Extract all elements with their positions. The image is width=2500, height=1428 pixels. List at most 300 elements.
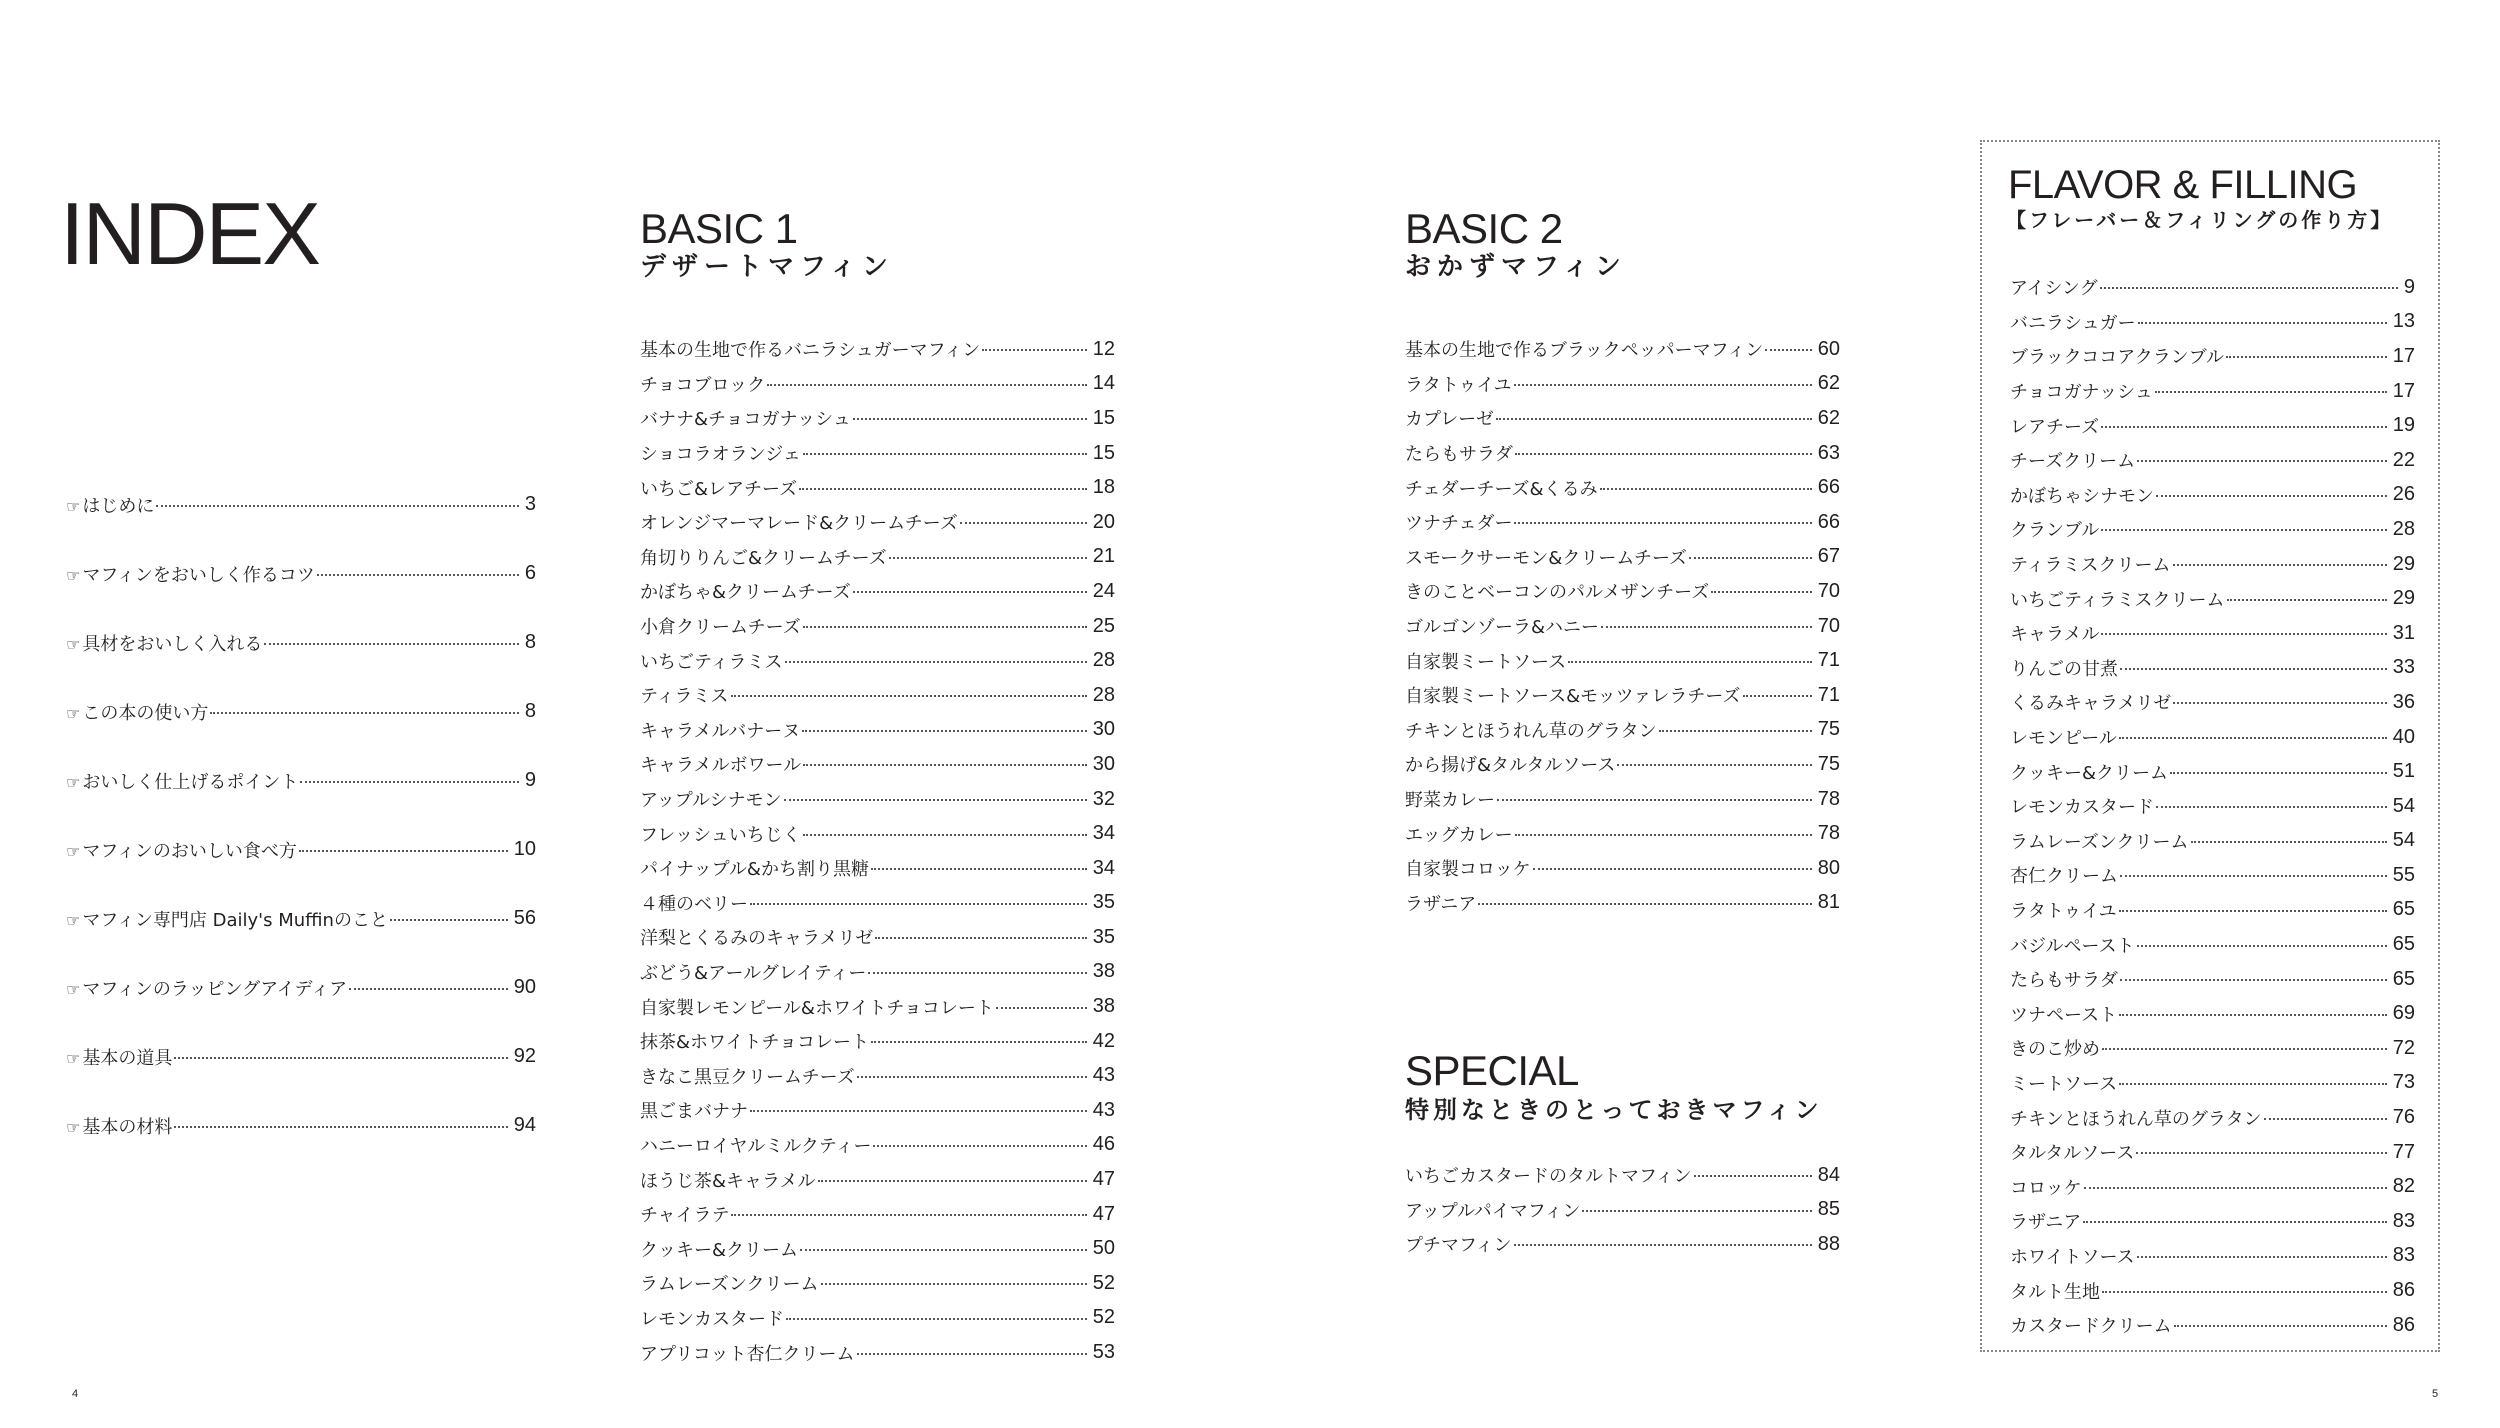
toc-entry bbox=[66, 608, 536, 677]
toc-entry-label: ラタトゥイユ bbox=[1405, 374, 1512, 396]
toc-entry-label: 野菜カレー bbox=[1405, 790, 1495, 812]
toc-entry bbox=[2010, 927, 2415, 962]
toc-entry-page: 6 bbox=[524, 562, 536, 584]
toc-entry-label: ☞ マフィンのおいしい食べ方 bbox=[66, 837, 297, 863]
toc-entry-page: 94 bbox=[513, 1114, 536, 1136]
toc-entry bbox=[640, 816, 1115, 851]
toc-entry bbox=[1405, 713, 1840, 748]
toc-entry bbox=[66, 470, 536, 539]
toc-entry bbox=[2010, 408, 2415, 443]
toc-entry bbox=[2010, 270, 2415, 305]
toc-entry-page: 52 bbox=[1092, 1271, 1115, 1294]
toc-entry-page: 77 bbox=[2392, 1140, 2415, 1163]
toc-entry-page: 83 bbox=[2392, 1244, 2415, 1267]
toc-entry bbox=[2010, 1204, 2415, 1239]
toc-entry-page: 75 bbox=[1817, 718, 1840, 741]
toc-entry-label: レモンカスタード bbox=[2010, 797, 2154, 819]
toc-entry-label: チャイラテ bbox=[640, 1205, 730, 1227]
toc-entry-page: 10 bbox=[513, 838, 536, 860]
toc-entry-label: くるみキャラメリゼ bbox=[2010, 693, 2172, 715]
toc-entry-page: 47 bbox=[1092, 1202, 1115, 1225]
basic1-title: BASIC 1 bbox=[640, 205, 798, 252]
dot-leader bbox=[1514, 1244, 1812, 1246]
toc-entry-label: バジルペースト bbox=[2010, 935, 2135, 957]
toc-entry bbox=[640, 747, 1115, 782]
toc-entry bbox=[640, 1128, 1115, 1163]
dot-leader bbox=[2119, 1083, 2387, 1085]
toc-entry bbox=[640, 1162, 1115, 1197]
toc-entry bbox=[2010, 720, 2415, 755]
toc-entry-label: 抹茶&ホワイトチョコレート bbox=[640, 1032, 869, 1054]
dot-leader bbox=[1496, 418, 1812, 420]
toc-entry-label: 角切りりんご&クリームチーズ bbox=[640, 547, 887, 569]
toc-entry bbox=[66, 539, 536, 608]
toc-entry bbox=[1405, 816, 1840, 851]
toc-entry-page: 32 bbox=[1092, 787, 1115, 810]
toc-entry-page: 38 bbox=[1092, 995, 1115, 1018]
toc-entry-label: きなこ黒豆クリームチーズ bbox=[640, 1066, 855, 1088]
toc-entry-page: 88 bbox=[1817, 1232, 1840, 1255]
dot-leader bbox=[2137, 945, 2387, 947]
toc-entry-page: 9 bbox=[2403, 275, 2415, 298]
dot-leader bbox=[2101, 529, 2386, 531]
toc-entry-label: いちごティラミスクリーム bbox=[2010, 589, 2225, 611]
dot-leader bbox=[857, 1353, 1087, 1355]
toc-entry-page: 65 bbox=[2392, 898, 2415, 921]
toc-entry bbox=[640, 1093, 1115, 1128]
dot-leader bbox=[2227, 599, 2387, 601]
dot-leader bbox=[889, 557, 1087, 559]
toc-entry bbox=[2010, 1031, 2415, 1066]
toc-entry-label: ブラックココアクランブル bbox=[2010, 347, 2225, 369]
dot-leader bbox=[767, 384, 1087, 386]
toc-entry-label: アイシング bbox=[2010, 278, 2098, 300]
dot-leader bbox=[264, 643, 519, 645]
dot-leader bbox=[873, 1145, 1086, 1147]
toc-entry bbox=[640, 713, 1115, 748]
toc-entry-page: 42 bbox=[1092, 1029, 1115, 1052]
toc-entry bbox=[640, 886, 1115, 921]
toc-entry-page: 76 bbox=[2392, 1106, 2415, 1129]
toc-entry-label: チキンとほうれん草のグラタン bbox=[1405, 720, 1657, 742]
toc-entry-label: ハニーロイヤルミルクティー bbox=[640, 1135, 872, 1157]
toc-entry-label: ぶどう&アールグレイティー bbox=[640, 962, 867, 984]
toc-entry-page: 56 bbox=[513, 907, 536, 929]
dot-leader bbox=[786, 1318, 1087, 1320]
toc-entry bbox=[1405, 609, 1840, 644]
dot-leader bbox=[803, 764, 1087, 766]
dot-leader bbox=[800, 1249, 1087, 1251]
toc-entry-page: 8 bbox=[524, 700, 536, 722]
dot-leader bbox=[2170, 772, 2387, 774]
toc-entry-page: 9 bbox=[524, 769, 536, 791]
dot-leader bbox=[2155, 391, 2387, 393]
toc-entry-page: 18 bbox=[1092, 476, 1115, 499]
toc-entry bbox=[1405, 574, 1840, 609]
toc-entry bbox=[66, 953, 536, 1022]
dot-leader bbox=[803, 834, 1087, 836]
toc-entry-label: レモンピール bbox=[2010, 728, 2117, 750]
toc-entry-label: ショコラオランジェ bbox=[640, 444, 801, 466]
toc-entry-page: 71 bbox=[1817, 683, 1840, 706]
flavor-list bbox=[2010, 270, 2415, 1342]
toc-entry-page: 3 bbox=[524, 493, 536, 515]
toc-entry-label: いちごカスタードのタルトマフィン bbox=[1405, 1166, 1692, 1188]
toc-entry-label: 黒ごまバナナ bbox=[640, 1101, 748, 1123]
toc-entry bbox=[2010, 893, 2415, 928]
toc-entry bbox=[1405, 505, 1840, 540]
toc-entry bbox=[66, 815, 536, 884]
toc-entry bbox=[1405, 1158, 1840, 1193]
toc-entry-page: 26 bbox=[2392, 483, 2415, 506]
dot-leader bbox=[390, 919, 508, 921]
toc-entry-page: 73 bbox=[2392, 1071, 2415, 1094]
toc-entry-label: ☞ マフィン専門店 Daily's Muffinのこと bbox=[66, 906, 388, 932]
toc-entry bbox=[2010, 1169, 2415, 1204]
dot-leader bbox=[871, 868, 1087, 870]
toc-entry-page: 70 bbox=[1817, 614, 1840, 637]
toc-entry-page: 60 bbox=[1817, 337, 1840, 360]
toc-entry-page: 90 bbox=[513, 976, 536, 998]
toc-entry-label: フレッシュいちじく bbox=[640, 824, 801, 846]
toc-entry-page: 66 bbox=[1817, 510, 1840, 533]
toc-entry bbox=[2010, 996, 2415, 1031]
toc-entry bbox=[2010, 1308, 2415, 1343]
dot-leader bbox=[750, 1110, 1087, 1112]
dot-leader bbox=[2264, 1118, 2387, 1120]
toc-entry-label: 自家製コロッケ bbox=[1405, 859, 1531, 881]
toc-entry bbox=[640, 609, 1115, 644]
dot-leader bbox=[996, 1007, 1087, 1009]
toc-entry-label: エッグカレー bbox=[1405, 824, 1513, 846]
toc-entry-label: クッキー&クリーム bbox=[640, 1239, 799, 1261]
page-title: INDEX bbox=[60, 184, 319, 283]
toc-entry-label: ☞ マフィンのラッピングアイディア bbox=[66, 975, 347, 1001]
toc-entry bbox=[66, 884, 536, 953]
toc-entry bbox=[640, 1197, 1115, 1232]
toc-entry bbox=[640, 920, 1115, 955]
toc-entry-page: 81 bbox=[1817, 891, 1840, 914]
toc-entry-page: 78 bbox=[1817, 787, 1840, 810]
toc-entry-page: 14 bbox=[1092, 372, 1115, 395]
toc-entry-page: 31 bbox=[2392, 621, 2415, 644]
toc-entry-page: 83 bbox=[2392, 1209, 2415, 1232]
toc-entry bbox=[1405, 367, 1840, 402]
toc-entry-page: 29 bbox=[2392, 587, 2415, 610]
toc-entry-page: 28 bbox=[1092, 683, 1115, 706]
dot-leader bbox=[868, 972, 1086, 974]
toc-entry-label: チーズクリーム bbox=[2010, 451, 2136, 473]
dot-leader bbox=[803, 626, 1087, 628]
dot-leader bbox=[2120, 668, 2387, 670]
dot-leader bbox=[2137, 1256, 2387, 1258]
toc-entry-label: 杏仁クリーム bbox=[2010, 866, 2118, 888]
toc-entry bbox=[640, 678, 1115, 713]
toc-entry-page: 33 bbox=[2392, 656, 2415, 679]
toc-entry-page: 62 bbox=[1817, 372, 1840, 395]
toc-entry bbox=[640, 1266, 1115, 1301]
toc-entry-page: 62 bbox=[1817, 406, 1840, 429]
toc-entry bbox=[640, 955, 1115, 990]
toc-entry bbox=[2010, 339, 2415, 374]
dot-leader bbox=[875, 937, 1086, 939]
toc-entry bbox=[640, 851, 1115, 886]
toc-entry bbox=[1405, 540, 1840, 575]
toc-entry-label: レモンカスタード bbox=[640, 1308, 784, 1330]
toc-entry-page: 52 bbox=[1092, 1306, 1115, 1329]
dot-leader bbox=[174, 1057, 507, 1059]
dot-leader bbox=[2101, 426, 2387, 428]
toc-entry-label: キャラメル bbox=[2010, 624, 2100, 646]
dot-leader bbox=[1600, 488, 1812, 490]
toc-entry-label: 自家製ミートソース bbox=[1405, 651, 1567, 673]
toc-entry bbox=[2010, 1239, 2415, 1274]
toc-entry bbox=[1405, 782, 1840, 817]
toc-entry-page: 8 bbox=[524, 631, 536, 653]
toc-entry-label: 自家製ミートソース&モッツァレラチーズ bbox=[1405, 686, 1741, 708]
toc-entry bbox=[2010, 512, 2415, 547]
toc-entry-page: 75 bbox=[1817, 752, 1840, 775]
toc-entry bbox=[1405, 401, 1840, 436]
dot-leader bbox=[1533, 868, 1812, 870]
toc-entry bbox=[640, 540, 1115, 575]
toc-entry bbox=[1405, 886, 1840, 921]
toc-entry-page: 82 bbox=[2392, 1175, 2415, 1198]
toc-entry-page: 29 bbox=[2392, 552, 2415, 575]
toc-entry bbox=[66, 677, 536, 746]
toc-entry-page: 66 bbox=[1817, 476, 1840, 499]
toc-entry bbox=[1405, 1227, 1840, 1262]
toc-entry bbox=[2010, 616, 2415, 651]
toc-entry-label: ラザニア bbox=[1405, 893, 1477, 915]
toc-entry-page: 54 bbox=[2392, 829, 2415, 852]
toc-entry-label: チョコブロック bbox=[640, 374, 766, 396]
toc-entry bbox=[1405, 643, 1840, 678]
toc-entry-label: スモークサーモン&クリームチーズ bbox=[1405, 547, 1688, 569]
dot-leader bbox=[803, 453, 1087, 455]
special-title: SPECIAL bbox=[1405, 1047, 1579, 1094]
dot-leader bbox=[853, 591, 1087, 593]
toc-entry-label: ミートソース bbox=[2010, 1073, 2118, 1095]
dot-leader bbox=[750, 903, 1087, 905]
dot-leader bbox=[2120, 979, 2387, 981]
toc-entry-label: チョコガナッシュ bbox=[2010, 382, 2153, 404]
toc-entry-label: コロッケ bbox=[2010, 1177, 2082, 1199]
dot-leader bbox=[1743, 695, 1812, 697]
dot-leader bbox=[1659, 730, 1812, 732]
toc-entry-page: 21 bbox=[1092, 545, 1115, 568]
dot-leader bbox=[300, 781, 519, 783]
toc-entry-page: 84 bbox=[1817, 1163, 1840, 1186]
toc-entry-page: 53 bbox=[1092, 1341, 1115, 1364]
basic2-title: BASIC 2 bbox=[1405, 205, 1563, 252]
dot-leader bbox=[1689, 557, 1812, 559]
toc-entry-label: ラタトゥイユ bbox=[2010, 900, 2117, 922]
toc-entry-page: 55 bbox=[2392, 863, 2415, 886]
toc-entry-label: オレンジマーマレード&クリームチーズ bbox=[640, 513, 958, 535]
toc-entry-label: ☞ 具材をおいしく入れる bbox=[66, 630, 262, 656]
toc-entry-page: 65 bbox=[2392, 967, 2415, 990]
dot-leader bbox=[857, 1076, 1087, 1078]
toc-entry bbox=[1405, 470, 1840, 505]
dot-leader bbox=[1515, 453, 1812, 455]
toc-entry bbox=[640, 367, 1115, 402]
toc-entry bbox=[66, 1091, 536, 1160]
toc-entry-label: いちご&レアチーズ bbox=[640, 478, 798, 500]
toc-entry-label: 自家製レモンピール&ホワイトチョコレート bbox=[640, 997, 994, 1019]
toc-entry bbox=[1405, 1193, 1840, 1228]
toc-entry-label: ☞ マフィンをおいしく作るコツ bbox=[66, 561, 315, 587]
dot-leader bbox=[1765, 349, 1812, 351]
toc-entry-label: ４種のベリー bbox=[640, 893, 748, 915]
dot-leader bbox=[1617, 764, 1811, 766]
basic2-subtitle: おかずマフィン bbox=[1405, 252, 1627, 282]
toc-entry bbox=[1405, 747, 1840, 782]
toc-entry bbox=[2010, 443, 2415, 478]
toc-entry-label: クッキー&クリーム bbox=[2010, 762, 2169, 784]
toc-entry-label: プチマフィン bbox=[1405, 1235, 1512, 1257]
dot-leader bbox=[2137, 460, 2387, 462]
toc-entry-page: 38 bbox=[1092, 960, 1115, 983]
dot-leader bbox=[2102, 1048, 2387, 1050]
toc-entry-page: 46 bbox=[1092, 1133, 1115, 1156]
toc-entry-page: 47 bbox=[1092, 1168, 1115, 1191]
toc-entry bbox=[640, 1058, 1115, 1093]
dot-leader bbox=[317, 574, 519, 576]
toc-entry-label: ☞ おいしく仕上げるポイント bbox=[66, 768, 298, 794]
toc-entry-label: ラザニア bbox=[2010, 1212, 2082, 1234]
toc-entry-page: 22 bbox=[2392, 448, 2415, 471]
toc-entry bbox=[1405, 678, 1840, 713]
toc-entry-label: タルト生地 bbox=[2010, 1281, 2100, 1303]
toc-entry-page: 67 bbox=[1817, 545, 1840, 568]
toc-entry-label: から揚げ&タルタルソース bbox=[1405, 755, 1616, 777]
dot-leader bbox=[821, 1283, 1087, 1285]
dot-leader bbox=[2173, 564, 2387, 566]
toc-entry bbox=[2010, 547, 2415, 582]
dot-leader bbox=[2136, 1152, 2386, 1154]
toc-entry-page: 25 bbox=[1092, 614, 1115, 637]
toc-entry-label: アップルパイマフィン bbox=[1405, 1200, 1581, 1222]
basic1-list bbox=[640, 332, 1115, 1370]
dot-leader bbox=[731, 1214, 1086, 1216]
toc-entry-page: 30 bbox=[1092, 752, 1115, 775]
toc-entry-page: 92 bbox=[513, 1045, 536, 1067]
toc-entry-label: レアチーズ bbox=[2010, 416, 2100, 438]
toc-entry bbox=[66, 746, 536, 815]
dot-leader bbox=[174, 1126, 507, 1128]
toc-entry-label: バナナ&チョコガナッシュ bbox=[640, 409, 851, 431]
toc-entry bbox=[1405, 851, 1840, 886]
dot-leader bbox=[802, 730, 1087, 732]
toc-entry bbox=[640, 989, 1115, 1024]
toc-entry-label: ホワイトソース bbox=[2010, 1246, 2135, 1268]
toc-entry bbox=[640, 401, 1115, 436]
toc-entry-label: ツナペースト bbox=[2010, 1004, 2118, 1026]
toc-entry-label: 基本の生地で作るブラックペッパーマフィン bbox=[1405, 340, 1764, 362]
toc-entry-label: チェダーチーズ&くるみ bbox=[1405, 478, 1598, 500]
dot-leader bbox=[1478, 903, 1811, 905]
toc-entry-page: 15 bbox=[1092, 406, 1115, 429]
dot-leader bbox=[2119, 910, 2387, 912]
toc-entry-page: 34 bbox=[1092, 856, 1115, 879]
dot-leader bbox=[1514, 384, 1812, 386]
dot-leader bbox=[2101, 633, 2386, 635]
toc-entry-page: 69 bbox=[2392, 1002, 2415, 1025]
toc-entry-label: 基本の生地で作るバニラシュガーマフィン bbox=[640, 340, 981, 362]
toc-entry-page: 19 bbox=[2392, 414, 2415, 437]
dot-leader bbox=[784, 799, 1087, 801]
toc-entry-label: ラムレーズンクリーム bbox=[640, 1274, 819, 1296]
toc-entry-page: 43 bbox=[1092, 1098, 1115, 1121]
toc-entry bbox=[640, 470, 1115, 505]
toc-entry bbox=[640, 1231, 1115, 1266]
page-number-right: 5 bbox=[2432, 1388, 2439, 1400]
toc-entry bbox=[640, 1301, 1115, 1336]
toc-entry bbox=[2010, 824, 2415, 859]
dot-leader bbox=[210, 712, 519, 714]
toc-entry bbox=[2010, 754, 2415, 789]
toc-entry bbox=[640, 574, 1115, 609]
toc-entry bbox=[640, 1335, 1115, 1370]
toc-entry-label: ツナチェダー bbox=[1405, 513, 1513, 535]
toc-entry-page: 40 bbox=[2392, 725, 2415, 748]
toc-entry-page: 35 bbox=[1092, 891, 1115, 914]
toc-entry-label: パイナップル&かち割り黒糖 bbox=[640, 859, 869, 881]
dot-leader bbox=[2226, 356, 2387, 358]
toc-entry bbox=[640, 505, 1115, 540]
toc-entry-page: 50 bbox=[1092, 1237, 1115, 1260]
toc-entry-page: 63 bbox=[1817, 441, 1840, 464]
dot-leader bbox=[2156, 495, 2387, 497]
toc-entry-label: りんごの甘煮 bbox=[2010, 658, 2118, 680]
toc-entry-label: いちごティラミス bbox=[640, 651, 783, 673]
toc-entry-page: 28 bbox=[1092, 649, 1115, 672]
dot-leader bbox=[799, 488, 1087, 490]
dot-leader bbox=[960, 522, 1087, 524]
dot-leader bbox=[2083, 1221, 2386, 1223]
toc-entry-label: ティラミス bbox=[640, 686, 729, 708]
special-list bbox=[1405, 1158, 1840, 1262]
toc-entry bbox=[2010, 374, 2415, 409]
dot-leader bbox=[2173, 702, 2386, 704]
dot-leader bbox=[2119, 1014, 2387, 1016]
toc-entry-page: 12 bbox=[1092, 337, 1115, 360]
toc-entry-label: たらもサラダ bbox=[2010, 970, 2118, 992]
dot-leader bbox=[982, 349, 1087, 351]
toc-entry bbox=[1405, 436, 1840, 471]
toc-entry-label: たらもサラダ bbox=[1405, 444, 1513, 466]
toc-entry-label: カスタードクリーム bbox=[2010, 1316, 2172, 1338]
dot-leader bbox=[871, 1041, 1087, 1043]
dot-leader bbox=[1694, 1175, 1812, 1177]
toc-entry-page: 71 bbox=[1817, 649, 1840, 672]
dot-leader bbox=[1568, 661, 1812, 663]
toc-entry bbox=[2010, 1273, 2415, 1308]
toc-entry-page: 54 bbox=[2392, 794, 2415, 817]
toc-entry-page: 17 bbox=[2392, 379, 2415, 402]
dot-leader bbox=[1601, 626, 1812, 628]
dot-leader bbox=[2084, 1187, 2387, 1189]
toc-entry-label: かぼちゃ&クリームチーズ bbox=[640, 582, 851, 604]
toc-entry bbox=[2010, 858, 2415, 893]
toc-entry-label: バニラシュガー bbox=[2010, 312, 2136, 334]
dot-leader bbox=[156, 505, 519, 507]
toc-entry-label: タルタルソース bbox=[2010, 1143, 2135, 1165]
toc-entry-page: 30 bbox=[1092, 718, 1115, 741]
dot-leader bbox=[1514, 522, 1811, 524]
toc-entry-label: カプレーゼ bbox=[1405, 409, 1494, 431]
